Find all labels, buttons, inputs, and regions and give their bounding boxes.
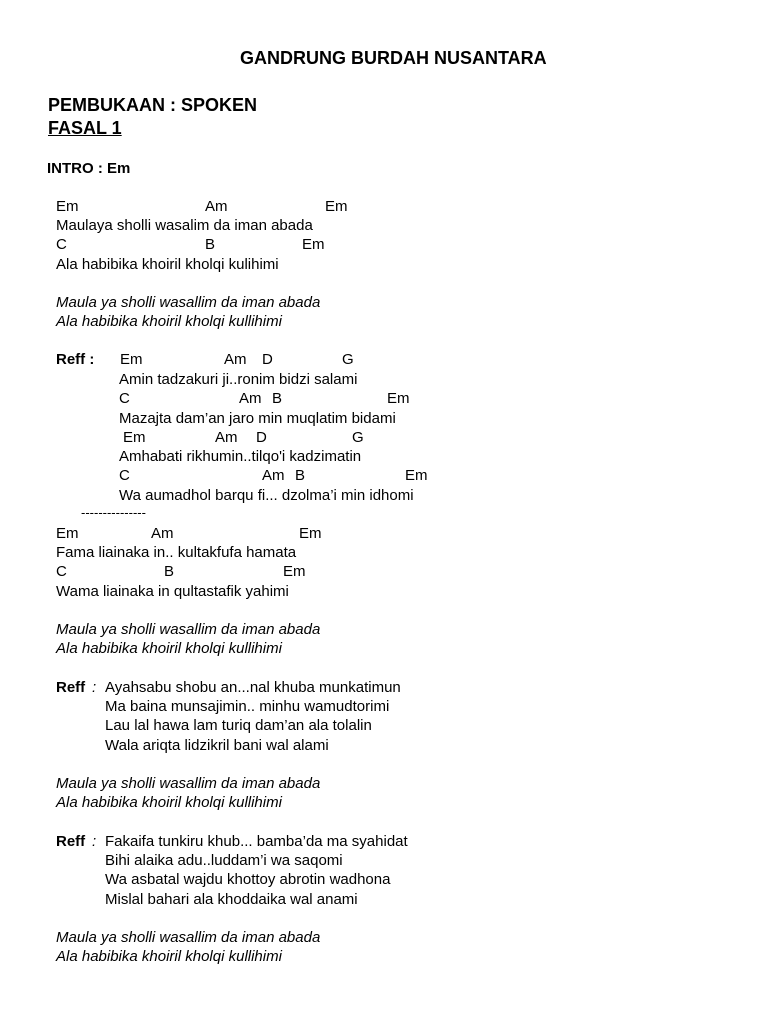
lyric-line: Mazajta dam’an jaro min muqlatim bidami xyxy=(119,410,396,427)
chord: Em xyxy=(56,525,79,542)
chord: G xyxy=(352,429,364,446)
chord: Em xyxy=(405,467,428,484)
chord: Am xyxy=(224,351,247,368)
lyric-line: Amin tadzakuri ji..ronim bidzi salami xyxy=(119,371,358,388)
opening-heading: PEMBUKAAN : SPOKEN xyxy=(48,95,258,115)
chord: C xyxy=(119,390,130,407)
fasal-heading: FASAL 1 xyxy=(48,118,122,138)
chord: Am xyxy=(205,198,228,215)
reff-colon: : xyxy=(92,833,97,850)
lyric-line: Mislal bahari ala khoddaika wal anami xyxy=(105,891,358,908)
chord: B xyxy=(295,467,306,484)
chord: B xyxy=(164,563,175,580)
chord: C xyxy=(56,563,67,580)
lyric-line: Bihi alaika adu..luddam’i wa saqomi xyxy=(105,852,343,869)
lyric-line: Fama liainaka in.. kultakfufa hamata xyxy=(56,544,297,561)
chord: D xyxy=(256,429,267,446)
chord: Am xyxy=(239,390,262,407)
lyric-line: Ala habibika khoiril kholqi kulihimi xyxy=(56,256,279,273)
lyric-line: Ma baina munsajimin.. minhu wamudtorimi xyxy=(105,698,390,715)
lyric-line: Wa asbatal wajdu khottoy abrotin wadhona xyxy=(105,871,391,888)
chorus-line: Ala habibika khoiril kholqi kullihimi xyxy=(56,640,282,657)
chord: Em xyxy=(387,390,410,407)
chord: Em xyxy=(283,563,306,580)
chord: Am xyxy=(215,429,238,446)
chord: D xyxy=(262,351,273,368)
chorus-line: Ala habibika khoiril kholqi kullihimi xyxy=(56,794,282,811)
chorus-line: Ala habibika khoiril kholqi kullihimi xyxy=(56,313,282,330)
chord: C xyxy=(56,236,67,253)
chord: Am xyxy=(151,525,174,542)
lyric-line: Lau lal hawa lam turiq dam’an ala tolalin xyxy=(105,717,372,734)
chord: B xyxy=(205,236,216,253)
intro-line: INTRO : Em xyxy=(47,160,131,177)
document-title: GANDRUNG BURDAH NUSANTARA xyxy=(240,48,547,68)
reff-label: Reff : xyxy=(56,351,95,368)
lyric-line: Amhabati rikhumin..tilqo'i kadzimatin xyxy=(119,448,362,465)
chord: Em xyxy=(299,525,322,542)
chord: Am xyxy=(262,467,285,484)
lyric-line: Wa aumadhol barqu fi... dzolma’i min idhomi xyxy=(119,487,414,504)
chord: G xyxy=(342,351,354,368)
chord: Em xyxy=(120,351,143,368)
chorus-line: Maula ya sholli wasallim da iman abada xyxy=(56,775,321,792)
reff-label: Reff xyxy=(56,679,86,696)
lyric-line: Wala ariqta lidzikril bani wal alami xyxy=(105,737,329,754)
chorus-line: Maula ya sholli wasallim da iman abada xyxy=(56,294,321,311)
reff-label: Reff xyxy=(56,833,86,850)
lyric-line: Ayahsabu shobu an...nal khuba munkatimun xyxy=(105,679,401,696)
chorus-line: Maula ya sholli wasallim da iman abada xyxy=(56,621,321,638)
chord: B xyxy=(272,390,283,407)
lyric-line: Fakaifa tunkiru khub... bamba’da ma syahidat xyxy=(105,833,408,850)
separator: --------------- xyxy=(81,505,146,520)
lyric-line: Wama liainaka in qultastafik yahimi xyxy=(56,583,289,600)
chord: C xyxy=(119,467,130,484)
reff-colon: : xyxy=(92,679,97,696)
chorus-line: Ala habibika khoiril kholqi kullihimi xyxy=(56,948,282,965)
chord: Em xyxy=(302,236,325,253)
chorus-line: Maula ya sholli wasallim da iman abada xyxy=(56,929,321,946)
chord: Em xyxy=(123,429,146,446)
chord: Em xyxy=(325,198,348,215)
lyric-line: Maulaya sholli wasalim da iman abada xyxy=(56,217,313,234)
chord: Em xyxy=(56,198,79,215)
